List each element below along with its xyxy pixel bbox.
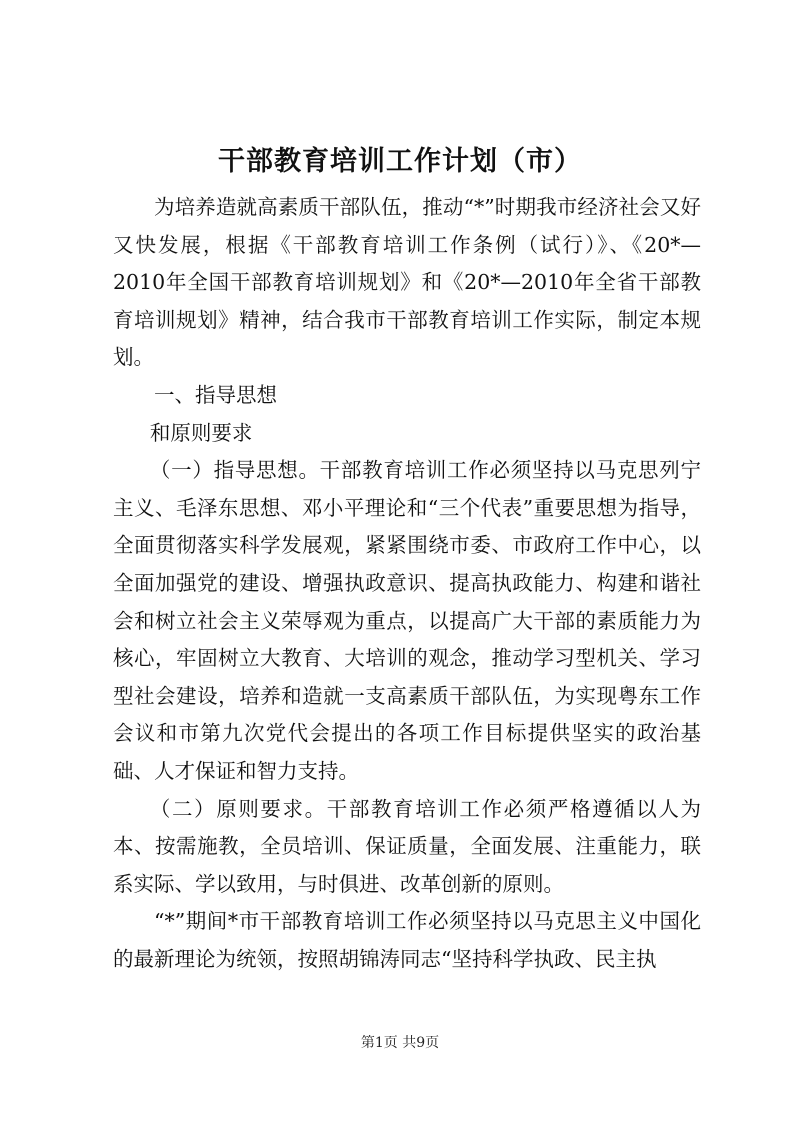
page-footer: 第1页 共9页	[360, 1035, 440, 1051]
period-work-paragraph: “*”期间*市干部教育培训工作必须坚持以马克思主义中国化的最新理论为统领，按照胡锦涛同志“坚持科学执政、民主执	[113, 909, 701, 971]
document-body	[113, 189, 701, 978]
guiding-thought-paragraph: （一）指导思想。干部教育培训工作必须坚持以马克思列宁主义、毛泽东思想、邓小平理论和“三个代表”重要思想为指导，全面贯彻落实科学发展观，紧紧围绕市委、市政府工作中心，以全面加强党的建设、增强执政意识、提高执政能力、构建和谐社会和树立社会主义荣辱观为重点，以提高广大干部的素质能力为核心，牢固树立大教育、大培训的观念，推动学习型机关、学习型社会建设，培养和造就一支高素质干部队伍，为实现粤东工作会议和市第九次党代会提出的各项工作目标提供坚实的政治基础、人才保证和智力支持。	[113, 458, 701, 783]
principles-paragraph: （二）原则要求。干部教育培训工作必须严格遵循以人为本、按需施教，全员培训、保证质量，全面发展、注重能力，联系实际、学以致用，与时俱进、改革创新的原则。	[113, 796, 701, 896]
section-heading-principles: 和原则要求	[149, 420, 253, 445]
section-heading-guiding-thought: 一、指导思想	[154, 382, 277, 407]
intro-paragraph: 为培养造就高素质干部队伍，推动“*”时期我市经济社会又好又快发展，根据《干部教育培训工作条例（试行）》、《20*—2010年全国干部教育培训规划》和《20*—2010年全省干部教育培训规划》精神，结合我市干部教育培训工作实际，制定本规划。	[113, 195, 701, 370]
document-title: 干部教育培训工作计划（市）	[218, 146, 582, 177]
